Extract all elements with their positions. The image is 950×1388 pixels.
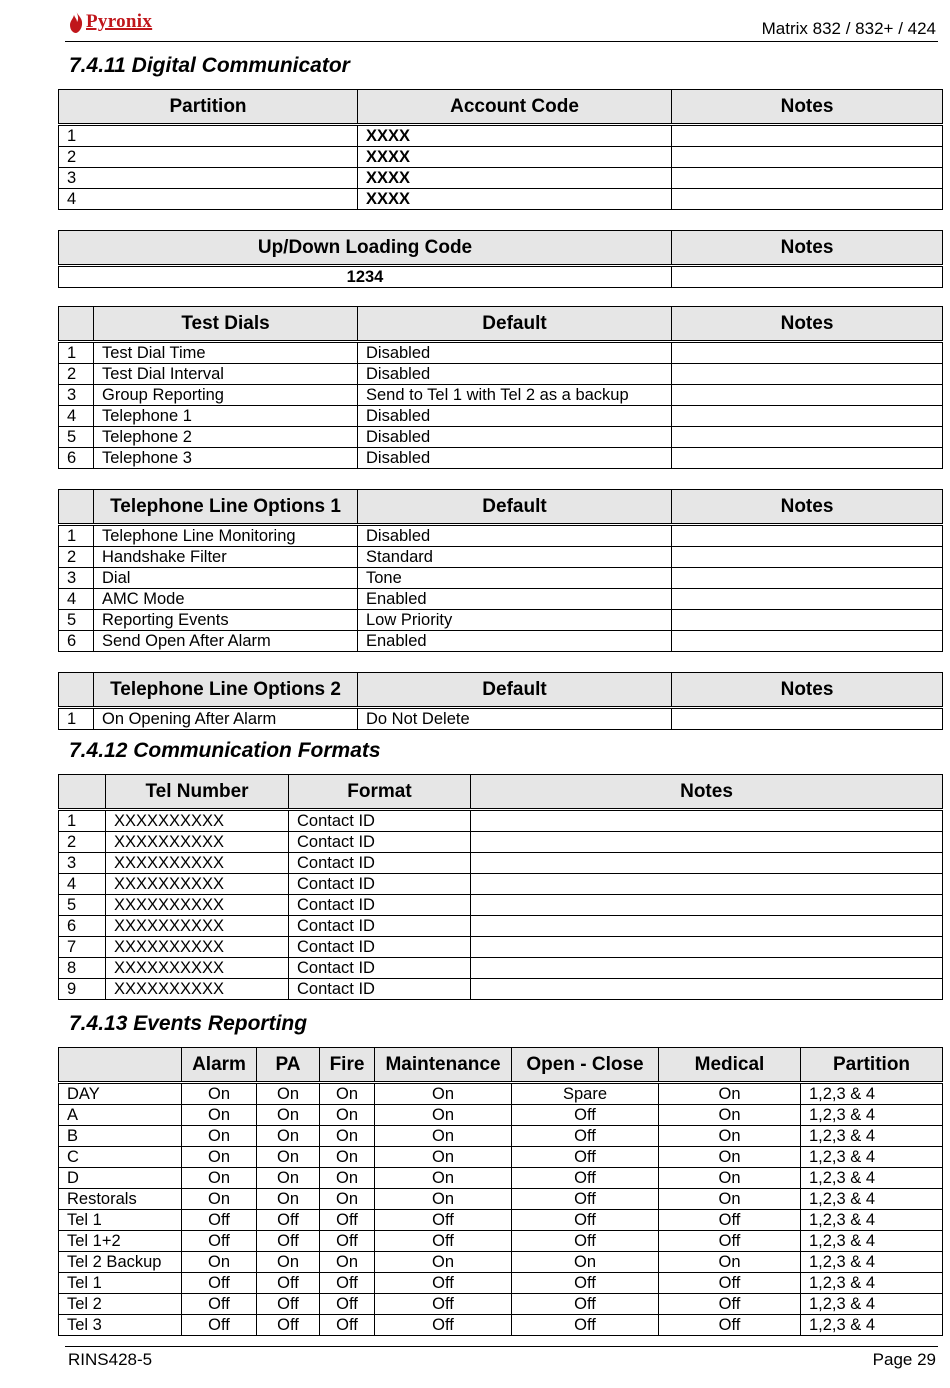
brand-logo xyxy=(68,8,152,36)
table-row xyxy=(59,610,943,631)
medical-cell: On xyxy=(659,1168,801,1189)
index-cell: 9 xyxy=(59,979,106,1000)
event-group-cell: Tel 2 xyxy=(59,1294,182,1315)
telephone-line-options-1-table xyxy=(58,489,943,652)
table-row xyxy=(59,406,943,427)
medical-cell: On xyxy=(659,1147,801,1168)
alarm-cell: On xyxy=(182,1126,257,1147)
index-cell: 8 xyxy=(59,958,106,979)
format-cell: Contact ID xyxy=(289,958,471,979)
header-format: Format xyxy=(289,775,471,810)
pa-cell: On xyxy=(257,1189,320,1210)
index-cell: 2 xyxy=(59,547,94,568)
section-heading-digital-communicator: 7.4.11 Digital Communicator xyxy=(69,54,350,77)
alarm-cell: On xyxy=(182,1147,257,1168)
partition-cell: 1,2,3 & 4 xyxy=(801,1147,943,1168)
table-row xyxy=(59,568,943,589)
header-notes: Notes xyxy=(672,673,943,708)
header-partition: Partition xyxy=(59,90,358,125)
notes-cell xyxy=(672,708,943,730)
header-notes: Notes xyxy=(672,490,943,525)
header-notes: Notes xyxy=(672,231,943,266)
format-cell: Contact ID xyxy=(289,916,471,937)
event-group-cell: Tel 2 Backup xyxy=(59,1252,182,1273)
table-row xyxy=(59,1252,943,1273)
default-cell: Send to Tel 1 with Tel 2 as a backup xyxy=(358,385,672,406)
fire-cell: Off xyxy=(320,1210,375,1231)
open-close-cell: Off xyxy=(512,1231,659,1252)
maintenance-cell: On xyxy=(375,1189,512,1210)
alarm-cell: On xyxy=(182,1083,257,1105)
pa-cell: On xyxy=(257,1147,320,1168)
partition-cell: 1,2,3 & 4 xyxy=(801,1189,943,1210)
medical-cell: Off xyxy=(659,1273,801,1294)
table-row xyxy=(59,874,943,895)
default-cell: Low Priority xyxy=(358,610,672,631)
default-cell: Do Not Delete xyxy=(358,708,672,730)
header-default: Default xyxy=(358,673,672,708)
option-cell: Dial xyxy=(94,568,358,589)
table-row xyxy=(59,937,943,958)
notes-cell xyxy=(672,589,943,610)
table-row xyxy=(59,168,943,189)
default-cell: Disabled xyxy=(358,427,672,448)
medical-cell: Off xyxy=(659,1231,801,1252)
default-cell: Standard xyxy=(358,547,672,568)
table-row xyxy=(59,1189,943,1210)
header-alarm: Alarm xyxy=(182,1048,257,1083)
table-row xyxy=(59,385,943,406)
header-account-code: Account Code xyxy=(358,90,672,125)
event-group-cell: Tel 1 xyxy=(59,1273,182,1294)
table-row xyxy=(59,708,943,730)
table-row xyxy=(59,810,943,832)
header-default: Default xyxy=(358,307,672,342)
notes-cell xyxy=(471,895,943,916)
medical-cell: On xyxy=(659,1083,801,1105)
maintenance-cell: Off xyxy=(375,1294,512,1315)
header-maintenance: Maintenance xyxy=(375,1048,512,1083)
table-row xyxy=(59,589,943,610)
header-index xyxy=(59,673,94,708)
option-cell: Test Dial Time xyxy=(94,342,358,364)
notes-cell xyxy=(672,631,943,652)
format-cell: Contact ID xyxy=(289,874,471,895)
fire-cell: On xyxy=(320,1252,375,1273)
account-code-table xyxy=(58,89,943,210)
header-index xyxy=(59,775,106,810)
medical-cell: Off xyxy=(659,1315,801,1336)
table-row xyxy=(59,916,943,937)
index-cell: 6 xyxy=(59,448,94,469)
fire-cell: On xyxy=(320,1147,375,1168)
header-open-close: Open - Close xyxy=(512,1048,659,1083)
partition-cell: 1,2,3 & 4 xyxy=(801,1315,943,1336)
open-close-cell: Off xyxy=(512,1294,659,1315)
header-index xyxy=(59,490,94,525)
tel-number-cell: XXXXXXXXXX xyxy=(106,832,289,853)
index-cell: 4 xyxy=(59,874,106,895)
fire-cell: Off xyxy=(320,1315,375,1336)
event-group-cell: A xyxy=(59,1105,182,1126)
table-row xyxy=(59,1231,943,1252)
index-cell: 3 xyxy=(59,853,106,874)
maintenance-cell: Off xyxy=(375,1231,512,1252)
document-reference: RINS428-5 xyxy=(68,1350,153,1369)
index-cell: 4 xyxy=(59,589,94,610)
pa-cell: Off xyxy=(257,1315,320,1336)
table-row xyxy=(59,631,943,652)
pa-cell: On xyxy=(257,1105,320,1126)
open-close-cell: Off xyxy=(512,1273,659,1294)
test-dials-table xyxy=(58,306,943,469)
option-cell: On Opening After Alarm xyxy=(94,708,358,730)
brand-name: Pyronix xyxy=(86,11,153,32)
open-close-cell: Spare xyxy=(512,1083,659,1105)
table-row xyxy=(59,342,943,364)
index-cell: 7 xyxy=(59,937,106,958)
header-default: Default xyxy=(358,490,672,525)
partition-cell: 1,2,3 & 4 xyxy=(801,1168,943,1189)
default-cell: Disabled xyxy=(358,342,672,364)
tel-number-cell: XXXXXXXXXX xyxy=(106,979,289,1000)
table-row xyxy=(59,958,943,979)
table-row xyxy=(59,979,943,1000)
notes-cell xyxy=(471,937,943,958)
index-cell: 2 xyxy=(59,364,94,385)
index-cell: 1 xyxy=(59,810,106,832)
maintenance-cell: Off xyxy=(375,1315,512,1336)
table-row xyxy=(59,1147,943,1168)
header-index xyxy=(59,307,94,342)
medical-cell: On xyxy=(659,1126,801,1147)
event-group-cell: D xyxy=(59,1168,182,1189)
table-row xyxy=(59,832,943,853)
default-cell: Disabled xyxy=(358,525,672,547)
tel-number-cell: XXXXXXXXXX xyxy=(106,874,289,895)
index-cell: 6 xyxy=(59,631,94,652)
open-close-cell: Off xyxy=(512,1147,659,1168)
event-group-cell: C xyxy=(59,1147,182,1168)
format-cell: Contact ID xyxy=(289,832,471,853)
index-cell: 1 xyxy=(59,525,94,547)
format-cell: Contact ID xyxy=(289,979,471,1000)
maintenance-cell: On xyxy=(375,1168,512,1189)
tel-number-cell: XXXXXXXXXX xyxy=(106,853,289,874)
account-code-cell: XXXX xyxy=(358,147,672,168)
header-notes: Notes xyxy=(672,307,943,342)
tel-number-cell: XXXXXXXXXX xyxy=(106,916,289,937)
medical-cell: Off xyxy=(659,1210,801,1231)
notes-cell xyxy=(471,832,943,853)
notes-cell xyxy=(471,979,943,1000)
event-group-cell: B xyxy=(59,1126,182,1147)
event-group-cell: Tel 1+2 xyxy=(59,1231,182,1252)
fire-cell: On xyxy=(320,1083,375,1105)
notes-cell xyxy=(672,406,943,427)
notes-cell xyxy=(672,266,943,288)
index-cell: 1 xyxy=(59,708,94,730)
notes-cell xyxy=(471,853,943,874)
header-telephone-line-options-2: Telephone Line Options 2 xyxy=(94,673,358,708)
notes-cell xyxy=(672,525,943,547)
index-cell: 1 xyxy=(59,342,94,364)
alarm-cell: Off xyxy=(182,1210,257,1231)
partition-cell: 1,2,3 & 4 xyxy=(801,1294,943,1315)
header-fire: Fire xyxy=(320,1048,375,1083)
page-number: Page 29 xyxy=(872,1350,936,1369)
table-row xyxy=(59,895,943,916)
alarm-cell: Off xyxy=(182,1231,257,1252)
option-cell: Reporting Events xyxy=(94,610,358,631)
option-cell: Group Reporting xyxy=(94,385,358,406)
medical-cell: On xyxy=(659,1105,801,1126)
header-divider xyxy=(65,41,938,42)
table-row xyxy=(59,1168,943,1189)
pa-cell: On xyxy=(257,1252,320,1273)
alarm-cell: Off xyxy=(182,1273,257,1294)
table-row xyxy=(59,1273,943,1294)
partition-cell: 1,2,3 & 4 xyxy=(801,1126,943,1147)
notes-cell xyxy=(471,810,943,832)
fire-cell: On xyxy=(320,1189,375,1210)
table-row xyxy=(59,1210,943,1231)
default-cell: Enabled xyxy=(358,589,672,610)
tel-number-cell: XXXXXXXXXX xyxy=(106,810,289,832)
fire-cell: Off xyxy=(320,1294,375,1315)
tel-number-cell: XXXXXXXXXX xyxy=(106,895,289,916)
header-notes: Notes xyxy=(672,90,943,125)
medical-cell: On xyxy=(659,1189,801,1210)
table-row xyxy=(59,1294,943,1315)
format-cell: Contact ID xyxy=(289,853,471,874)
partition-cell: 1 xyxy=(59,125,358,147)
alarm-cell: On xyxy=(182,1105,257,1126)
notes-cell xyxy=(672,147,943,168)
table-row xyxy=(59,853,943,874)
index-cell: 5 xyxy=(59,895,106,916)
event-group-cell: Tel 1 xyxy=(59,1210,182,1231)
header-pa: PA xyxy=(257,1048,320,1083)
option-cell: Send Open After Alarm xyxy=(94,631,358,652)
header-updown-loading-code: Up/Down Loading Code xyxy=(59,231,672,266)
pa-cell: Off xyxy=(257,1294,320,1315)
alarm-cell: On xyxy=(182,1168,257,1189)
option-cell: Telephone 2 xyxy=(94,427,358,448)
pa-cell: On xyxy=(257,1168,320,1189)
alarm-cell: Off xyxy=(182,1294,257,1315)
table-row xyxy=(59,266,943,288)
index-cell: 2 xyxy=(59,832,106,853)
pa-cell: Off xyxy=(257,1210,320,1231)
table-row xyxy=(59,125,943,147)
table-row xyxy=(59,448,943,469)
fire-cell: Off xyxy=(320,1273,375,1294)
default-cell: Disabled xyxy=(358,448,672,469)
medical-cell: Off xyxy=(659,1294,801,1315)
notes-cell xyxy=(471,874,943,895)
table-row xyxy=(59,1315,943,1336)
open-close-cell: Off xyxy=(512,1210,659,1231)
events-reporting-table xyxy=(58,1047,943,1336)
option-cell: Handshake Filter xyxy=(94,547,358,568)
partition-cell: 1,2,3 & 4 xyxy=(801,1273,943,1294)
index-cell: 6 xyxy=(59,916,106,937)
fire-cell: On xyxy=(320,1126,375,1147)
partition-cell: 3 xyxy=(59,168,358,189)
loading-code-cell: 1234 xyxy=(59,266,672,288)
table-row xyxy=(59,525,943,547)
default-cell: Disabled xyxy=(358,406,672,427)
table-row xyxy=(59,1083,943,1105)
maintenance-cell: Off xyxy=(375,1273,512,1294)
updown-loading-code-table xyxy=(58,230,943,288)
alarm-cell: On xyxy=(182,1252,257,1273)
notes-cell xyxy=(672,342,943,364)
partition-cell: 1,2,3 & 4 xyxy=(801,1252,943,1273)
notes-cell xyxy=(672,364,943,385)
format-cell: Contact ID xyxy=(289,937,471,958)
telephone-line-options-2-table xyxy=(58,672,943,730)
footer-divider xyxy=(65,1346,938,1347)
maintenance-cell: On xyxy=(375,1083,512,1105)
document-title: Matrix 832 / 832+ / 424 xyxy=(761,19,936,38)
open-close-cell: Off xyxy=(512,1189,659,1210)
open-close-cell: Off xyxy=(512,1105,659,1126)
section-heading-communication-formats: 7.4.12 Communication Formats xyxy=(69,739,381,762)
tel-number-cell: XXXXXXXXXX xyxy=(106,958,289,979)
index-cell: 5 xyxy=(59,427,94,448)
index-cell: 5 xyxy=(59,610,94,631)
medical-cell: On xyxy=(659,1252,801,1273)
pa-cell: Off xyxy=(257,1231,320,1252)
fire-cell: On xyxy=(320,1105,375,1126)
index-cell: 3 xyxy=(59,568,94,589)
maintenance-cell: On xyxy=(375,1105,512,1126)
header-medical: Medical xyxy=(659,1048,801,1083)
open-close-cell: Off xyxy=(512,1126,659,1147)
table-row xyxy=(59,1105,943,1126)
event-group-cell: Tel 3 xyxy=(59,1315,182,1336)
fire-cell: Off xyxy=(320,1231,375,1252)
partition-cell: 1,2,3 & 4 xyxy=(801,1105,943,1126)
table-row xyxy=(59,427,943,448)
notes-cell xyxy=(672,125,943,147)
header-test-dials: Test Dials xyxy=(94,307,358,342)
open-close-cell: Off xyxy=(512,1168,659,1189)
option-cell: Telephone 1 xyxy=(94,406,358,427)
pa-cell: On xyxy=(257,1126,320,1147)
partition-cell: 1,2,3 & 4 xyxy=(801,1083,943,1105)
index-cell: 4 xyxy=(59,406,94,427)
tel-number-cell: XXXXXXXXXX xyxy=(106,937,289,958)
table-row xyxy=(59,364,943,385)
section-heading-events-reporting: 7.4.13 Events Reporting xyxy=(69,1012,308,1035)
option-cell: Test Dial Interval xyxy=(94,364,358,385)
notes-cell xyxy=(672,168,943,189)
notes-cell xyxy=(672,385,943,406)
open-close-cell: On xyxy=(512,1252,659,1273)
header-telephone-line-options-1: Telephone Line Options 1 xyxy=(94,490,358,525)
pa-cell: On xyxy=(257,1083,320,1105)
maintenance-cell: Off xyxy=(375,1210,512,1231)
notes-cell xyxy=(471,916,943,937)
table-row xyxy=(59,147,943,168)
option-cell: Telephone Line Monitoring xyxy=(94,525,358,547)
maintenance-cell: On xyxy=(375,1126,512,1147)
partition-cell: 1,2,3 & 4 xyxy=(801,1231,943,1252)
communication-formats-table xyxy=(58,774,943,1000)
open-close-cell: Off xyxy=(512,1315,659,1336)
table-row xyxy=(59,189,943,210)
pyronix-flame-icon xyxy=(68,10,84,34)
partition-cell: 2 xyxy=(59,147,358,168)
maintenance-cell: On xyxy=(375,1147,512,1168)
header-tel-number: Tel Number xyxy=(106,775,289,810)
notes-cell xyxy=(672,610,943,631)
pa-cell: Off xyxy=(257,1273,320,1294)
partition-cell: 4 xyxy=(59,189,358,210)
format-cell: Contact ID xyxy=(289,810,471,832)
table-row xyxy=(59,1126,943,1147)
format-cell: Contact ID xyxy=(289,895,471,916)
account-code-cell: XXXX xyxy=(358,189,672,210)
notes-cell xyxy=(672,189,943,210)
notes-cell xyxy=(672,568,943,589)
account-code-cell: XXXX xyxy=(358,168,672,189)
notes-cell xyxy=(672,427,943,448)
index-cell: 3 xyxy=(59,385,94,406)
header-event-group xyxy=(59,1048,182,1083)
account-code-cell: XXXX xyxy=(358,125,672,147)
default-cell: Disabled xyxy=(358,364,672,385)
event-group-cell: Restorals xyxy=(59,1189,182,1210)
event-group-cell: DAY xyxy=(59,1083,182,1105)
maintenance-cell: On xyxy=(375,1252,512,1273)
default-cell: Enabled xyxy=(358,631,672,652)
notes-cell xyxy=(471,958,943,979)
partition-cell: 1,2,3 & 4 xyxy=(801,1210,943,1231)
default-cell: Tone xyxy=(358,568,672,589)
header-notes: Notes xyxy=(471,775,943,810)
header-partition: Partition xyxy=(801,1048,943,1083)
option-cell: AMC Mode xyxy=(94,589,358,610)
notes-cell xyxy=(672,547,943,568)
fire-cell: On xyxy=(320,1168,375,1189)
alarm-cell: Off xyxy=(182,1315,257,1336)
option-cell: Telephone 3 xyxy=(94,448,358,469)
table-row xyxy=(59,547,943,568)
alarm-cell: On xyxy=(182,1189,257,1210)
notes-cell xyxy=(672,448,943,469)
